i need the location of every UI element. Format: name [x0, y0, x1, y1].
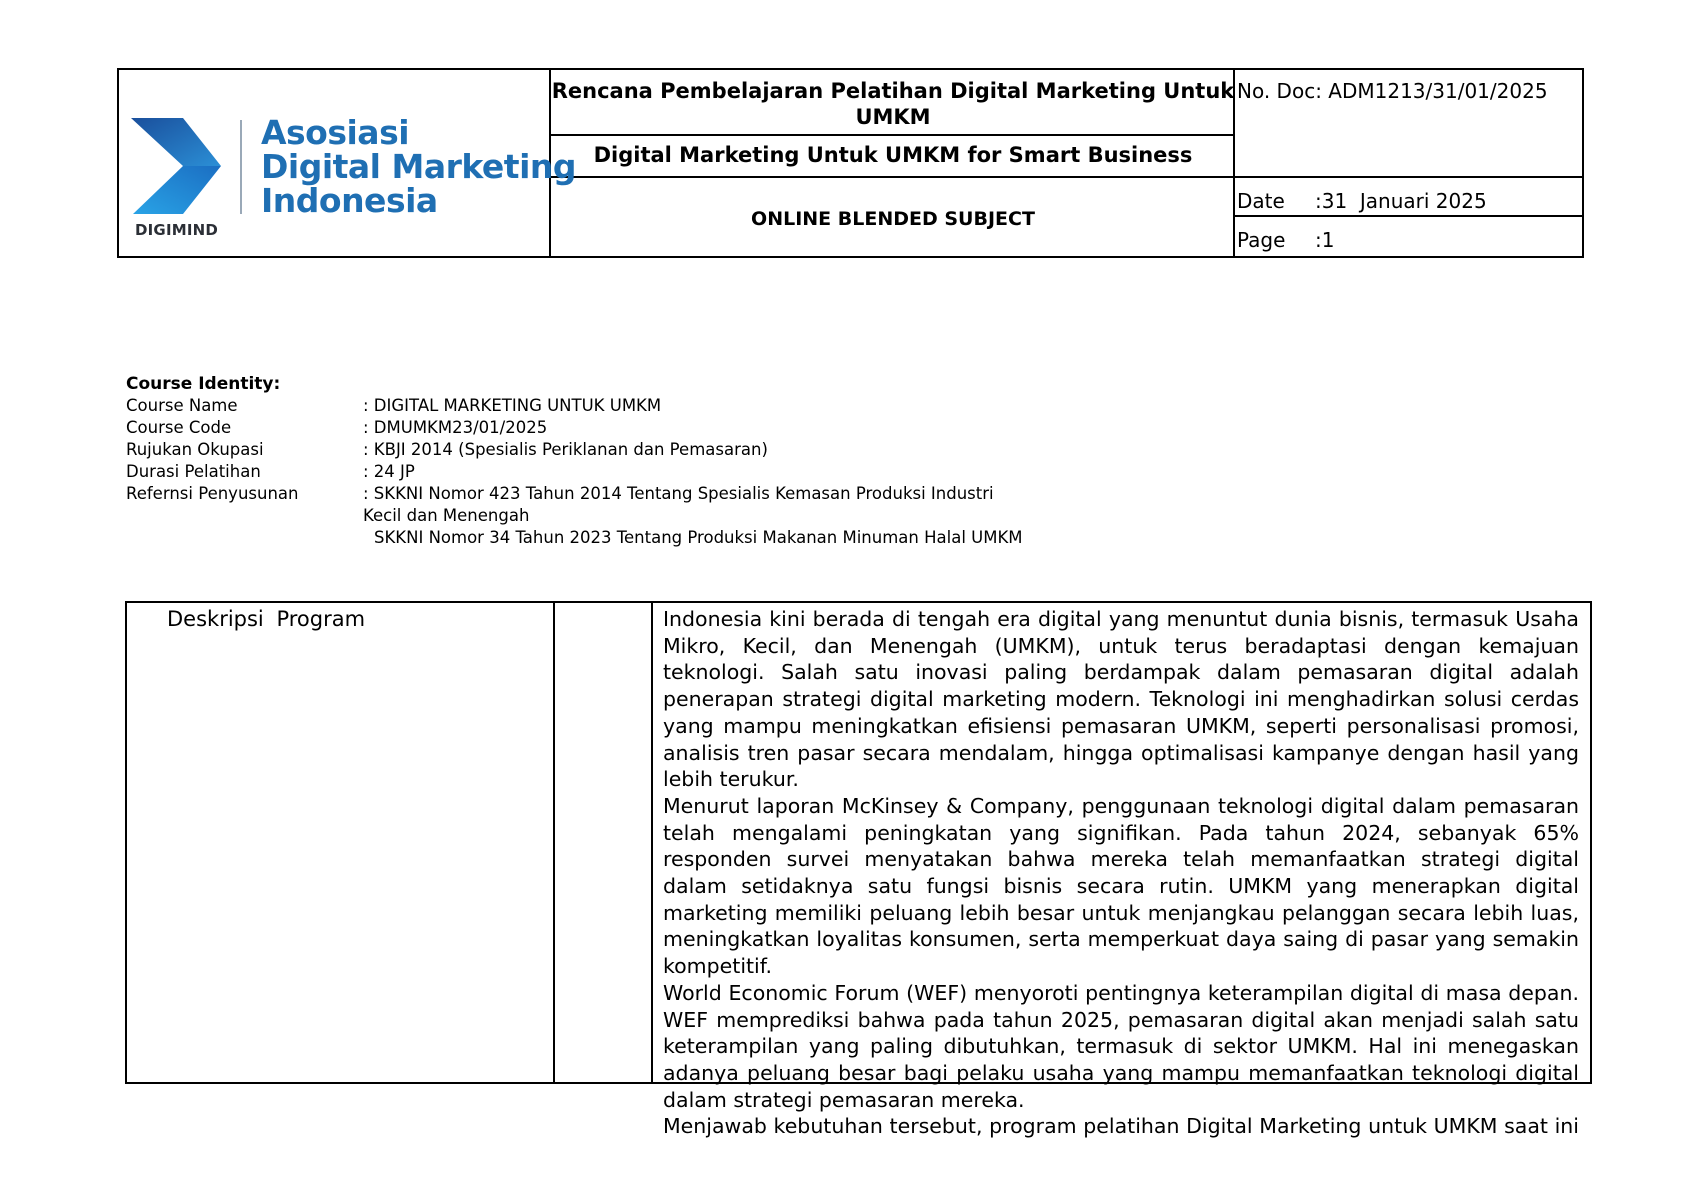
- header-divider: [549, 134, 1233, 136]
- date-label: Date: [1237, 189, 1285, 213]
- page-label: Page: [1237, 228, 1286, 252]
- document-header-table: [117, 68, 1584, 258]
- logo-caption: DIGIMIND: [135, 221, 219, 239]
- description-text: [663, 606, 1579, 1140]
- logo-wordmark: [261, 113, 577, 220]
- description-label: Deskripsi Program: [167, 607, 366, 631]
- document-title: Rencana Pembelajaran Pelatihan Digital Marketing Untuk UMKM: [551, 79, 1235, 129]
- logo-line: Indonesia: [261, 181, 438, 220]
- chevron-logo-icon: [131, 118, 223, 214]
- paragraph: Menurut laporan McKinsey & Company, penggunaan teknologi digital dalam pemasaran telah mengalami peningkatan yang signifikan. Pada tahun 2024, sebanyak 65% responden survei menyatakan bahwa mereka telah memanfaatkan strategi digital dalam setidaknya satu fungsi bisnis secara rutin. UMKM yang menerapkan digital marketing memiliki peluang lebih besar untuk menjangkau pelanggan secara lebih luas, meningkatkan loyalitas konsumen, serta memperkuat daya saing di pasar yang semakin kompetitif.: [663, 793, 1579, 979]
- identity-row: [126, 505, 530, 527]
- header-divider: [1233, 215, 1582, 217]
- identity-row: [126, 461, 415, 483]
- organization-logo: [119, 70, 577, 256]
- section-heading: Course Identity:: [126, 374, 281, 394]
- table-cell: [555, 603, 653, 1082]
- field-label: Durasi Pelatihan: [126, 462, 261, 481]
- page-value: :1: [1315, 228, 1335, 252]
- field-value: : DIGITAL MARKETING UNTUK UMKM: [363, 396, 662, 415]
- course-identity: [126, 373, 1023, 549]
- field-value: : SKKNI Nomor 423 Tahun 2014 Tentang Spesialis Kemasan Produksi Industri: [363, 484, 994, 503]
- field-value: : 24 JP: [363, 462, 415, 481]
- date-field: [1237, 188, 1487, 214]
- paragraph: Indonesia kini berada di tengah era digital yang menuntut dunia bisnis, termasuk Usaha Mikro, Kecil, dan Menengah (UMKM), untuk terus beradaptasi dengan kemajuan teknologi. Salah satu inovasi paling berdampak dalam pemasaran digital adalah penerapan strategi digital marketing modern. Teknologi ini menghadirkan solusi cerdas yang mampu meningkatkan efisiensi pemasaran UMKM, seperti personalisasi promosi, analisis tren pasar secara mendalam, hingga optimalisasi kampanye dengan hasil yang lebih terukur.: [663, 607, 1579, 792]
- header-divider: [549, 176, 1582, 178]
- identity-row: [126, 395, 662, 417]
- page-field: [1237, 227, 1334, 253]
- identity-row: [126, 417, 548, 439]
- identity-row: [126, 439, 768, 461]
- logo-line: Digital Marketing: [261, 147, 577, 186]
- field-value: : DMUMKM23/01/2025: [363, 418, 548, 437]
- field-value: : KBJI 2014 (Spesialis Periklanan dan Pemasaran): [363, 440, 768, 459]
- identity-row: [126, 527, 1023, 549]
- field-label: Refernsi Penyusunan: [126, 484, 299, 503]
- field-value-continued: SKKNI Nomor 34 Tahun 2023 Tentang Produksi Makanan Minuman Halal UMKM: [374, 528, 1023, 547]
- paragraph: Menjawab kebutuhan tersebut, program pelatihan Digital Marketing untuk UMKM saat ini: [663, 1114, 1579, 1139]
- identity-row: [126, 483, 994, 505]
- date-value: :31 Januari 2025: [1315, 189, 1487, 213]
- logo-separator: [240, 120, 242, 214]
- paragraph: World Economic Forum (WEF) menyoroti pentingnya keterampilan digital di masa depan. WEF memprediksi bahwa pada tahun 2025, pemasaran digital akan menjadi salah satu keterampilan yang paling dibutuhkan, termasuk di sektor UMKM. Hal ini menegaskan adanya peluang besar bagi pelaku usaha yang mampu memanfaatkan teknologi digital dalam strategi pemasaran mereka.: [663, 980, 1579, 1112]
- table-cell: [127, 603, 555, 1082]
- field-label: Course Name: [126, 396, 238, 415]
- field-label: Rujukan Okupasi: [126, 440, 264, 459]
- document-subtitle: Digital Marketing Untuk UMKM for Smart Business: [593, 143, 1193, 167]
- program-description-table: [125, 601, 1592, 1139]
- logo-line: Asosiasi: [261, 113, 410, 152]
- field-label: Course Code: [126, 418, 232, 437]
- document-number: No. Doc: ADM1213/31/01/2025: [1237, 79, 1548, 103]
- field-value-continued: Kecil dan Menengah: [363, 506, 530, 525]
- subject-type: ONLINE BLENDED SUBJECT: [751, 208, 1035, 230]
